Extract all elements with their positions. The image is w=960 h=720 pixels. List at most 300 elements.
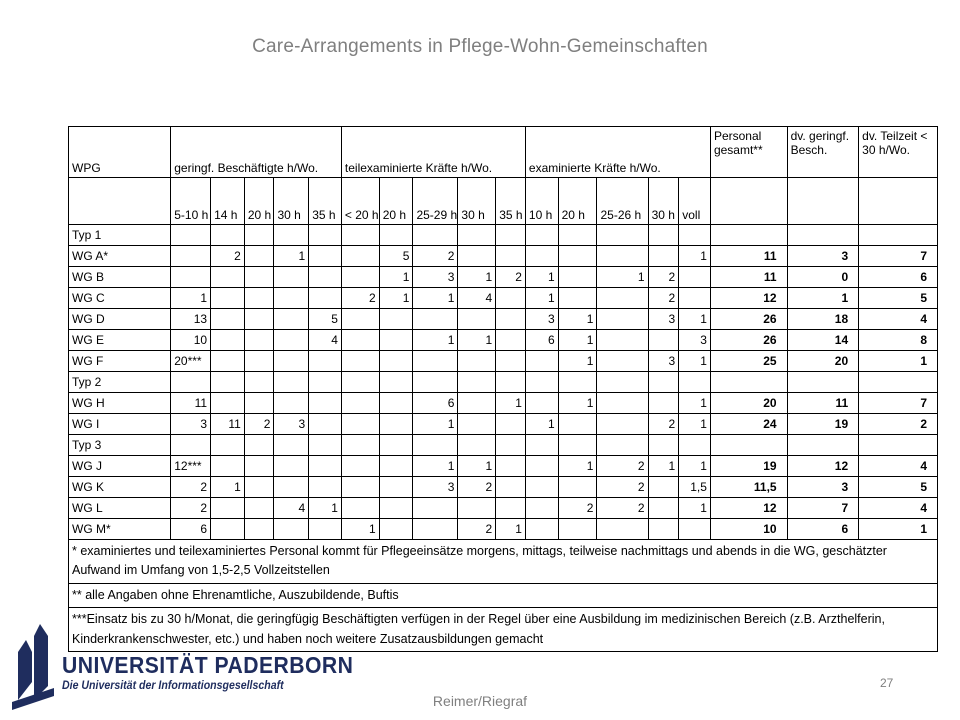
table-cell: 10 <box>171 330 211 351</box>
table-cell <box>679 267 711 288</box>
summary-cell <box>710 372 787 393</box>
table-cell: 1 <box>413 456 458 477</box>
summary-cell: 6 <box>859 267 938 288</box>
table-cell <box>274 351 309 372</box>
table-cell: 5 <box>379 246 413 267</box>
table-cell: 6 <box>413 393 458 414</box>
summary-cell: 12 <box>787 456 859 477</box>
table-cell <box>458 225 496 246</box>
table-cell <box>458 309 496 330</box>
table-cell <box>341 393 379 414</box>
summary-cell <box>859 225 938 246</box>
table-cell: 1 <box>679 309 711 330</box>
table-cell <box>309 351 342 372</box>
table-cell <box>171 435 211 456</box>
summary-cell <box>787 372 859 393</box>
table-cell: 1 <box>597 267 648 288</box>
table-cell: 3 <box>171 414 211 435</box>
table-cell <box>244 351 274 372</box>
table-row <box>69 351 938 372</box>
table-cell <box>525 246 558 267</box>
table-cell: 1 <box>496 519 526 540</box>
table-cell <box>558 288 597 309</box>
table-cell <box>309 477 342 498</box>
table-cell: 1 <box>558 309 597 330</box>
table-cell <box>211 309 245 330</box>
table-cell <box>558 519 597 540</box>
table-row <box>69 267 938 288</box>
table-cell <box>211 456 245 477</box>
table-cell <box>244 372 274 393</box>
table-cell <box>309 246 342 267</box>
table-cell <box>309 372 342 393</box>
table-cell <box>309 225 342 246</box>
table-cell <box>309 393 342 414</box>
table-cell <box>458 351 496 372</box>
subheader-hours: 20 h <box>558 178 597 225</box>
table-cell <box>558 372 597 393</box>
group-label: Typ 1 <box>69 225 171 246</box>
subheader-hours: 30 h <box>458 178 496 225</box>
summary-cell <box>859 435 938 456</box>
table-row <box>69 309 938 330</box>
summary-cell: 7 <box>787 498 859 519</box>
subheader-hours: voll <box>679 178 711 225</box>
table-cell <box>413 435 458 456</box>
table-cell <box>274 288 309 309</box>
table-cell: 1 <box>496 393 526 414</box>
table-cell <box>525 435 558 456</box>
group-row <box>69 435 938 456</box>
table-cell <box>558 414 597 435</box>
header-row-groups <box>69 127 938 178</box>
table-cell: 3 <box>648 351 679 372</box>
table-cell <box>496 498 526 519</box>
row-label: WG I <box>69 414 171 435</box>
table-cell <box>458 393 496 414</box>
table-cell <box>597 393 648 414</box>
table-cell <box>648 225 679 246</box>
summary-cell: 20 <box>710 393 787 414</box>
table-cell: 2 <box>597 477 648 498</box>
table-cell: 2 <box>648 288 679 309</box>
table-cell <box>341 267 379 288</box>
summary-cell: 7 <box>859 246 938 267</box>
table-cell: 1 <box>413 330 458 351</box>
header-personal-gesamt: Personal gesamt** <box>710 127 787 178</box>
header-row-hours <box>69 178 938 225</box>
table-cell: 1 <box>341 519 379 540</box>
row-label: WG J <box>69 456 171 477</box>
subheader-hours: 30 h <box>648 178 679 225</box>
table-cell <box>597 414 648 435</box>
table-cell <box>211 519 245 540</box>
summary-cell: 11,5 <box>710 477 787 498</box>
table-cell: 13 <box>171 309 211 330</box>
table-cell: 1 <box>413 288 458 309</box>
table-cell <box>171 372 211 393</box>
table-cell <box>558 246 597 267</box>
table-cell <box>525 477 558 498</box>
table-cell <box>496 456 526 477</box>
care-arrangements-table <box>68 126 938 652</box>
footnote-row <box>69 583 938 607</box>
table-row <box>69 456 938 477</box>
row-label: WG E <box>69 330 171 351</box>
table-cell <box>341 456 379 477</box>
table-cell <box>648 246 679 267</box>
summary-cell: 3 <box>787 477 859 498</box>
table-row <box>69 414 938 435</box>
table-cell <box>244 309 274 330</box>
table-cell <box>379 477 413 498</box>
table-row <box>69 288 938 309</box>
summary-cell <box>787 225 859 246</box>
table-cell <box>597 519 648 540</box>
table-cell <box>458 435 496 456</box>
table-cell <box>274 456 309 477</box>
table-cell <box>309 414 342 435</box>
table-row <box>69 519 938 540</box>
table-cell <box>244 288 274 309</box>
table-cell <box>274 435 309 456</box>
header-geringf-beschaeftigte: geringf. Beschäftigte h/Wo. <box>171 127 342 178</box>
table-cell: 4 <box>458 288 496 309</box>
table-cell: 1 <box>648 456 679 477</box>
table-cell <box>244 267 274 288</box>
summary-cell: 5 <box>859 477 938 498</box>
summary-cell: 8 <box>859 330 938 351</box>
subheader-blank <box>859 178 938 225</box>
table-cell <box>525 351 558 372</box>
table-cell <box>648 330 679 351</box>
table-cell <box>274 477 309 498</box>
table-row <box>69 477 938 498</box>
row-label: WG D <box>69 309 171 330</box>
summary-cell: 19 <box>787 414 859 435</box>
table-cell <box>458 414 496 435</box>
table-cell: 1 <box>679 393 711 414</box>
table-cell: 1 <box>558 456 597 477</box>
header-dv-teilzeit: dv. Teilzeit < 30 h/Wo. <box>859 127 938 178</box>
table-cell: 1 <box>309 498 342 519</box>
subheader-hours: 25-29 h <box>413 178 458 225</box>
subheader-blank <box>710 178 787 225</box>
row-label: WG M* <box>69 519 171 540</box>
table-cell <box>244 225 274 246</box>
table-cell: 2 <box>458 477 496 498</box>
row-label: WG C <box>69 288 171 309</box>
table-cell: 1 <box>679 246 711 267</box>
summary-cell <box>787 435 859 456</box>
table-row <box>69 246 938 267</box>
table-cell: 2 <box>496 267 526 288</box>
group-label: Typ 3 <box>69 435 171 456</box>
table-cell <box>309 435 342 456</box>
summary-cell: 6 <box>787 519 859 540</box>
table-cell <box>379 498 413 519</box>
table-cell: 3 <box>274 414 309 435</box>
table-cell <box>244 435 274 456</box>
subheader-hours: 30 h <box>274 178 309 225</box>
summary-cell: 25 <box>710 351 787 372</box>
table-cell <box>597 330 648 351</box>
summary-cell: 24 <box>710 414 787 435</box>
table-cell <box>597 372 648 393</box>
table-cell <box>274 519 309 540</box>
row-label: WG F <box>69 351 171 372</box>
footnote: ** alle Angaben ohne Ehrenamtliche, Auszubildende, Buftis <box>69 583 938 607</box>
subheader-hours: 20 h <box>244 178 274 225</box>
table-cell <box>679 435 711 456</box>
table-cell <box>244 456 274 477</box>
table-cell: 4 <box>274 498 309 519</box>
page-number: 27 <box>880 676 894 690</box>
subheader-blank <box>787 178 859 225</box>
table-cell <box>496 414 526 435</box>
table-cell <box>496 246 526 267</box>
summary-cell: 4 <box>859 456 938 477</box>
header-teilexaminierte: teilexaminierte Kräfte h/Wo. <box>341 127 525 178</box>
table-cell <box>274 372 309 393</box>
footnote-row <box>69 540 938 584</box>
table-cell <box>496 435 526 456</box>
table-cell <box>211 288 245 309</box>
table-cell <box>341 246 379 267</box>
author-footer: Reimer/Riegraf <box>432 693 528 709</box>
table-cell <box>379 351 413 372</box>
table-cell: 2 <box>458 519 496 540</box>
table-cell <box>171 225 211 246</box>
table-cell <box>648 372 679 393</box>
table-cell <box>309 519 342 540</box>
table-cell <box>597 309 648 330</box>
table-cell: 2 <box>558 498 597 519</box>
table-cell <box>458 498 496 519</box>
table-cell <box>379 414 413 435</box>
table-cell <box>309 456 342 477</box>
table-cell <box>558 267 597 288</box>
summary-cell: 0 <box>787 267 859 288</box>
table-cell <box>274 267 309 288</box>
table-cell <box>496 351 526 372</box>
table-cell <box>648 477 679 498</box>
subheader-hours: 14 h <box>211 178 245 225</box>
table-cell <box>341 372 379 393</box>
table-cell: 1 <box>558 351 597 372</box>
subheader-hours: < 20 h <box>341 178 379 225</box>
logo-tagline: Die Universität der Informationsgesellschaft <box>62 680 284 692</box>
table-cell <box>413 225 458 246</box>
table-cell <box>496 477 526 498</box>
summary-cell: 12 <box>710 498 787 519</box>
table-cell <box>458 372 496 393</box>
table-cell <box>341 477 379 498</box>
table-cell <box>309 267 342 288</box>
table-cell <box>525 372 558 393</box>
summary-cell: 19 <box>710 456 787 477</box>
table-cell <box>379 225 413 246</box>
table-cell <box>648 393 679 414</box>
table-cell: 2 <box>597 498 648 519</box>
table-cell: 3 <box>679 330 711 351</box>
summary-cell: 11 <box>710 246 787 267</box>
summary-cell: 1 <box>859 519 938 540</box>
table-cell <box>244 246 274 267</box>
table-cell <box>379 330 413 351</box>
table-cell: 1 <box>458 456 496 477</box>
summary-cell: 20 <box>787 351 859 372</box>
table-cell <box>171 267 211 288</box>
table-cell <box>496 330 526 351</box>
table-cell <box>274 330 309 351</box>
table-cell <box>597 246 648 267</box>
summary-cell <box>859 372 938 393</box>
table-cell: 1 <box>458 267 496 288</box>
table-cell <box>679 372 711 393</box>
table-cell <box>496 288 526 309</box>
table-cell: 1 <box>211 477 245 498</box>
table-cell: 2 <box>413 246 458 267</box>
table-cell <box>379 456 413 477</box>
table-cell: 1 <box>679 414 711 435</box>
table-cell: 2 <box>597 456 648 477</box>
table-cell <box>648 435 679 456</box>
table-cell <box>211 330 245 351</box>
table-cell: 1 <box>525 267 558 288</box>
table-cell: 3 <box>413 267 458 288</box>
table-cell: 1 <box>379 288 413 309</box>
subheader-blank <box>69 178 171 225</box>
table-cell <box>211 351 245 372</box>
table-cell <box>341 498 379 519</box>
table-cell: 1 <box>679 351 711 372</box>
row-label: WG A* <box>69 246 171 267</box>
table-cell <box>341 414 379 435</box>
table-cell <box>525 225 558 246</box>
summary-cell: 4 <box>859 498 938 519</box>
summary-cell: 1 <box>859 351 938 372</box>
table-cell <box>211 498 245 519</box>
summary-cell <box>710 225 787 246</box>
table-cell <box>525 456 558 477</box>
table-cell <box>244 330 274 351</box>
table-cell: 1 <box>458 330 496 351</box>
table-cell <box>558 225 597 246</box>
row-label: WG H <box>69 393 171 414</box>
subheader-hours: 35 h <box>309 178 342 225</box>
table-cell <box>558 477 597 498</box>
table-cell: 2 <box>171 477 211 498</box>
group-row <box>69 225 938 246</box>
footnote: ***Einsatz bis zu 30 h/Monat, die geringfügig Beschäftigten verfügen in der Regel über eine Ausbildung im medizinischen Bereich (z.B. Arzthelferin, Kinderkrankenschwester, etc.) und haben noch weitere Zusatzausbildungen gemacht <box>69 608 938 652</box>
table-cell <box>244 498 274 519</box>
summary-cell: 18 <box>787 309 859 330</box>
group-label: Typ 2 <box>69 372 171 393</box>
table-cell: 1 <box>679 456 711 477</box>
table-cell <box>244 477 274 498</box>
table-row <box>69 330 938 351</box>
table-cell: 1 <box>558 393 597 414</box>
table-cell <box>379 435 413 456</box>
table-cell <box>648 519 679 540</box>
table-cell: 12*** <box>171 456 211 477</box>
slide-title: Care-Arrangements in Pflege-Wohn-Gemeinschaften <box>252 36 708 57</box>
table-cell: 11 <box>171 393 211 414</box>
table-cell: 1 <box>413 414 458 435</box>
subheader-hours: 5-10 h <box>171 178 211 225</box>
table-cell <box>679 288 711 309</box>
table-cell <box>211 393 245 414</box>
table-cell <box>244 519 274 540</box>
summary-cell: 11 <box>710 267 787 288</box>
row-label: WG L <box>69 498 171 519</box>
table-cell: 1 <box>525 414 558 435</box>
table-cell <box>597 225 648 246</box>
header-examinierte: examinierte Kräfte h/Wo. <box>525 127 710 178</box>
table-cell: 3 <box>413 477 458 498</box>
subheader-hours: 20 h <box>379 178 413 225</box>
table-cell <box>211 225 245 246</box>
logo-university-name: UNIVERSITÄT PADERBORN <box>62 652 354 678</box>
table-cell: 2 <box>171 498 211 519</box>
table-cell <box>211 435 245 456</box>
table-cell: 2 <box>648 267 679 288</box>
summary-cell: 26 <box>710 309 787 330</box>
table-cell <box>379 372 413 393</box>
table-cell <box>413 372 458 393</box>
summary-cell: 10 <box>710 519 787 540</box>
summary-cell <box>710 435 787 456</box>
table-cell <box>244 393 274 414</box>
table-cell <box>496 372 526 393</box>
table-cell <box>525 498 558 519</box>
table-cell <box>274 309 309 330</box>
table-cell <box>413 309 458 330</box>
table-cell <box>597 351 648 372</box>
table-cell: 11 <box>211 414 245 435</box>
table-cell: 2 <box>244 414 274 435</box>
table-cell <box>525 519 558 540</box>
table-cell: 1 <box>679 498 711 519</box>
table-row <box>69 393 938 414</box>
table-cell <box>597 288 648 309</box>
table-cell <box>558 435 597 456</box>
table-cell <box>496 225 526 246</box>
table-cell <box>171 246 211 267</box>
table-cell: 1 <box>171 288 211 309</box>
summary-cell: 5 <box>859 288 938 309</box>
summary-cell: 11 <box>787 393 859 414</box>
table-cell <box>679 225 711 246</box>
row-label: WG K <box>69 477 171 498</box>
table-cell: 3 <box>525 309 558 330</box>
table-cell <box>341 225 379 246</box>
table-cell: 1 <box>379 267 413 288</box>
table-row <box>69 498 938 519</box>
table-cell <box>379 309 413 330</box>
table-cell <box>274 225 309 246</box>
table-cell <box>648 498 679 519</box>
table-cell <box>309 288 342 309</box>
footnote: * examiniertes und teilexaminiertes Personal kommt für Pflegeeinsätze morgens, mittags, teilweise nachmittags und abends in die WG, geschätzter Aufwand im Umfang von 1,5-2,5 Vollzeitstellen <box>69 540 938 584</box>
table-cell <box>211 372 245 393</box>
table-cell <box>341 330 379 351</box>
summary-cell: 7 <box>859 393 938 414</box>
table-cell <box>341 435 379 456</box>
table-cell <box>496 309 526 330</box>
row-label: WG B <box>69 267 171 288</box>
